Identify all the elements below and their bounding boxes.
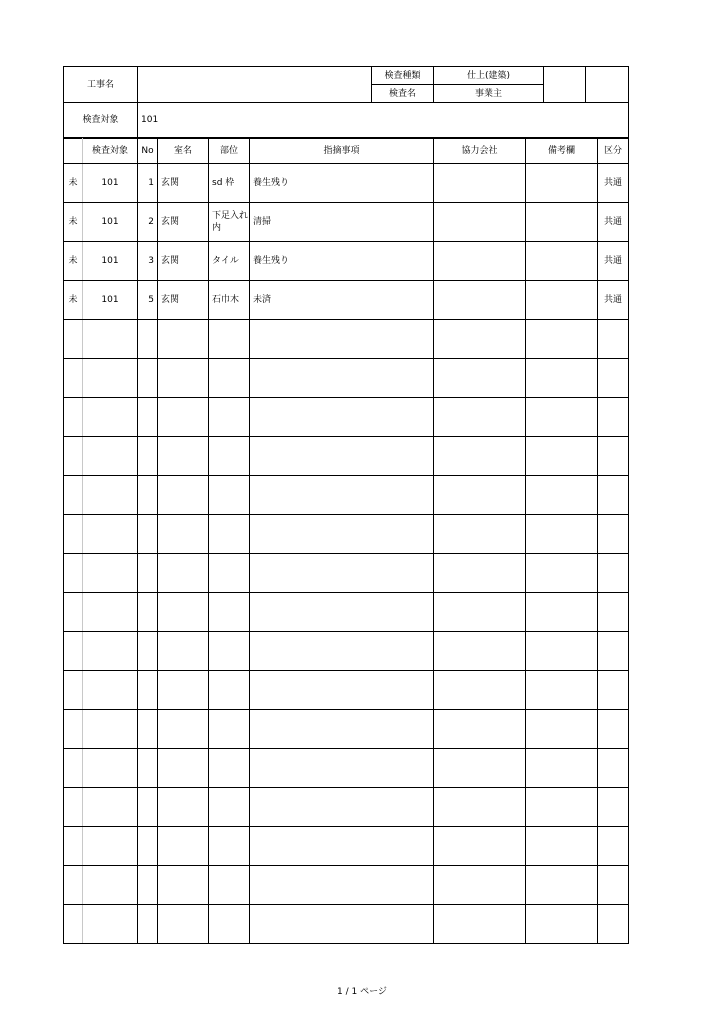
cell-room xyxy=(158,398,209,437)
cell-issue xyxy=(250,476,434,515)
cell-room xyxy=(158,749,209,788)
cell-no xyxy=(138,593,158,632)
cell-partner xyxy=(434,203,526,242)
cell-status: 未 xyxy=(64,203,83,242)
cell-partner xyxy=(434,866,526,905)
cell-room xyxy=(158,788,209,827)
empty-row xyxy=(64,554,629,593)
cell-status: 未 xyxy=(64,164,83,203)
empty-row xyxy=(64,827,629,866)
cell-issue xyxy=(250,554,434,593)
cell-issue xyxy=(250,749,434,788)
cell-no xyxy=(138,632,158,671)
cell-no xyxy=(138,788,158,827)
cell-target: 101 xyxy=(83,242,138,281)
cell-partner xyxy=(434,827,526,866)
cell-room xyxy=(158,437,209,476)
cell-room xyxy=(158,320,209,359)
col-target: 検査対象 xyxy=(83,139,138,164)
cell-no: 3 xyxy=(138,242,158,281)
cell-status xyxy=(64,476,83,515)
cell-target xyxy=(83,593,138,632)
cell-partner xyxy=(434,515,526,554)
cell-target xyxy=(83,710,138,749)
cell-no: 5 xyxy=(138,281,158,320)
cell-target xyxy=(83,671,138,710)
cell-category xyxy=(598,905,629,944)
cell-category xyxy=(598,632,629,671)
table-row xyxy=(64,164,629,203)
cell-target xyxy=(83,515,138,554)
cell-room xyxy=(158,632,209,671)
empty-row xyxy=(64,593,629,632)
cell-status xyxy=(64,632,83,671)
cell-category xyxy=(598,671,629,710)
empty-row xyxy=(64,905,629,944)
empty-row xyxy=(64,632,629,671)
empty-row xyxy=(64,749,629,788)
cell-status: 未 xyxy=(64,242,83,281)
cell-room xyxy=(158,905,209,944)
cell-remarks xyxy=(526,788,598,827)
table-row xyxy=(64,242,629,281)
cell-issue xyxy=(250,593,434,632)
cell-target xyxy=(83,632,138,671)
cell-partner xyxy=(434,788,526,827)
cell-room: 玄関 xyxy=(158,203,209,242)
empty-row xyxy=(64,788,629,827)
cell-status xyxy=(64,749,83,788)
cell-room: 玄関 xyxy=(158,281,209,320)
cell-room xyxy=(158,671,209,710)
cell-remarks xyxy=(526,398,598,437)
cell-target xyxy=(83,905,138,944)
project-value xyxy=(138,67,372,103)
cell-status xyxy=(64,827,83,866)
cell-target xyxy=(83,554,138,593)
cell-remarks xyxy=(526,203,598,242)
cell-partner xyxy=(434,164,526,203)
cell-target: 101 xyxy=(83,164,138,203)
cell-part: タイル xyxy=(209,242,250,281)
col-issue: 指摘事項 xyxy=(250,139,434,164)
cell-partner xyxy=(434,554,526,593)
cell-part xyxy=(209,593,250,632)
cell-part: 石巾木 xyxy=(209,281,250,320)
cell-status xyxy=(64,515,83,554)
target-label: 検査対象 xyxy=(64,103,138,138)
cell-issue xyxy=(250,866,434,905)
cell-part xyxy=(209,827,250,866)
col-part: 部位 xyxy=(209,139,250,164)
table-row xyxy=(64,281,629,320)
cell-room: 玄関 xyxy=(158,242,209,281)
cell-partner xyxy=(434,281,526,320)
cell-issue xyxy=(250,671,434,710)
cell-no xyxy=(138,866,158,905)
cell-remarks xyxy=(526,281,598,320)
cell-target xyxy=(83,827,138,866)
cell-status: 未 xyxy=(64,281,83,320)
inspection-type-value: 仕上(建築) xyxy=(434,67,544,85)
cell-part xyxy=(209,398,250,437)
cell-partner xyxy=(434,905,526,944)
cell-partner xyxy=(434,632,526,671)
cell-part xyxy=(209,749,250,788)
cell-category xyxy=(598,866,629,905)
cell-room xyxy=(158,710,209,749)
cell-part xyxy=(209,788,250,827)
cell-category: 共通 xyxy=(598,164,629,203)
cell-no xyxy=(138,359,158,398)
cell-no: 2 xyxy=(138,203,158,242)
cell-issue xyxy=(250,710,434,749)
cell-partner xyxy=(434,671,526,710)
target-value: 101 xyxy=(138,103,629,138)
cell-category xyxy=(598,788,629,827)
cell-remarks xyxy=(526,437,598,476)
col-partner: 協力会社 xyxy=(434,139,526,164)
cell-status xyxy=(64,320,83,359)
cell-status xyxy=(64,398,83,437)
cell-target xyxy=(83,476,138,515)
cell-part xyxy=(209,710,250,749)
cell-remarks xyxy=(526,671,598,710)
cell-issue xyxy=(250,359,434,398)
empty-row xyxy=(64,476,629,515)
cell-no xyxy=(138,476,158,515)
cell-category: 共通 xyxy=(598,242,629,281)
cell-issue: 清掃 xyxy=(250,203,434,242)
cell-partner xyxy=(434,476,526,515)
cell-room: 玄関 xyxy=(158,164,209,203)
cell-remarks xyxy=(526,164,598,203)
cell-room xyxy=(158,476,209,515)
cell-part xyxy=(209,320,250,359)
cell-partner xyxy=(434,359,526,398)
cell-target xyxy=(83,866,138,905)
cell-part xyxy=(209,476,250,515)
col-category: 区分 xyxy=(598,139,629,164)
cell-no xyxy=(138,905,158,944)
cell-remarks xyxy=(526,749,598,788)
cell-remarks xyxy=(526,866,598,905)
cell-remarks xyxy=(526,515,598,554)
column-header-row xyxy=(64,139,629,164)
cell-no xyxy=(138,749,158,788)
cell-partner xyxy=(434,593,526,632)
stamp-cell-1 xyxy=(544,67,586,103)
cell-category xyxy=(598,359,629,398)
col-status xyxy=(64,139,83,164)
inspection-type-label: 検査種類 xyxy=(372,67,434,85)
cell-partner xyxy=(434,710,526,749)
cell-no xyxy=(138,398,158,437)
col-room: 室名 xyxy=(158,139,209,164)
cell-remarks xyxy=(526,593,598,632)
cell-issue xyxy=(250,905,434,944)
empty-row xyxy=(64,320,629,359)
col-remarks: 備考欄 xyxy=(526,139,598,164)
cell-remarks xyxy=(526,554,598,593)
cell-target: 101 xyxy=(83,281,138,320)
cell-room xyxy=(158,827,209,866)
project-label: 工事名 xyxy=(64,67,138,103)
table-row xyxy=(64,203,629,242)
cell-issue: 養生残り xyxy=(250,164,434,203)
cell-category xyxy=(598,398,629,437)
cell-category xyxy=(598,593,629,632)
cell-no xyxy=(138,671,158,710)
cell-no xyxy=(138,320,158,359)
cell-status xyxy=(64,554,83,593)
cell-remarks xyxy=(526,710,598,749)
cell-issue xyxy=(250,398,434,437)
cell-remarks xyxy=(526,242,598,281)
cell-remarks xyxy=(526,320,598,359)
cell-part xyxy=(209,866,250,905)
cell-no xyxy=(138,827,158,866)
cell-issue xyxy=(250,788,434,827)
cell-target: 101 xyxy=(83,203,138,242)
inspection-name-label: 検査名 xyxy=(372,85,434,103)
cell-part: 下足入れ内 xyxy=(209,203,250,242)
cell-issue xyxy=(250,515,434,554)
cell-part xyxy=(209,437,250,476)
cell-target xyxy=(83,359,138,398)
empty-row xyxy=(64,866,629,905)
cell-category: 共通 xyxy=(598,281,629,320)
cell-no xyxy=(138,437,158,476)
cell-part: sd 枠 xyxy=(209,164,250,203)
empty-row xyxy=(64,437,629,476)
cell-no xyxy=(138,710,158,749)
cell-remarks xyxy=(526,827,598,866)
cell-category: 共通 xyxy=(598,203,629,242)
cell-status xyxy=(64,866,83,905)
cell-part xyxy=(209,632,250,671)
cell-status xyxy=(64,710,83,749)
empty-row xyxy=(64,515,629,554)
empty-row xyxy=(64,359,629,398)
cell-part xyxy=(209,671,250,710)
cell-category xyxy=(598,515,629,554)
cell-issue xyxy=(250,632,434,671)
cell-room xyxy=(158,866,209,905)
cell-category xyxy=(598,710,629,749)
cell-issue: 未済 xyxy=(250,281,434,320)
cell-category xyxy=(598,320,629,359)
cell-part xyxy=(209,554,250,593)
stamp-cell-2 xyxy=(586,67,629,103)
inspection-name-value: 事業主 xyxy=(434,85,544,103)
cell-category xyxy=(598,437,629,476)
cell-part xyxy=(209,515,250,554)
empty-row xyxy=(64,671,629,710)
cell-no: 1 xyxy=(138,164,158,203)
cell-status xyxy=(64,359,83,398)
page-number: 1 / 1 ページ xyxy=(337,987,387,997)
header-table xyxy=(63,66,629,138)
cell-room xyxy=(158,593,209,632)
cell-partner xyxy=(434,398,526,437)
cell-partner xyxy=(434,320,526,359)
cell-remarks xyxy=(526,476,598,515)
cell-part xyxy=(209,905,250,944)
cell-category xyxy=(598,554,629,593)
cell-no xyxy=(138,515,158,554)
cell-target xyxy=(83,749,138,788)
cell-room xyxy=(158,515,209,554)
cell-status xyxy=(64,593,83,632)
cell-room xyxy=(158,554,209,593)
inspection-sheet xyxy=(63,66,628,944)
col-no: No xyxy=(138,139,158,164)
cell-category xyxy=(598,827,629,866)
cell-status xyxy=(64,788,83,827)
empty-row xyxy=(64,398,629,437)
cell-no xyxy=(138,554,158,593)
cell-status xyxy=(64,437,83,476)
cell-issue xyxy=(250,320,434,359)
cell-remarks xyxy=(526,632,598,671)
cell-target xyxy=(83,320,138,359)
cell-partner xyxy=(434,437,526,476)
cell-remarks xyxy=(526,359,598,398)
cell-remarks xyxy=(526,905,598,944)
cell-room xyxy=(158,359,209,398)
empty-row xyxy=(64,710,629,749)
cell-issue xyxy=(250,437,434,476)
cell-target xyxy=(83,788,138,827)
cell-status xyxy=(64,905,83,944)
cell-partner xyxy=(434,749,526,788)
cell-category xyxy=(598,476,629,515)
cell-category xyxy=(598,749,629,788)
cell-target xyxy=(83,437,138,476)
items-table xyxy=(63,138,629,944)
cell-partner xyxy=(434,242,526,281)
cell-status xyxy=(64,671,83,710)
cell-issue xyxy=(250,827,434,866)
cell-part xyxy=(209,359,250,398)
cell-target xyxy=(83,398,138,437)
cell-issue: 養生残り xyxy=(250,242,434,281)
